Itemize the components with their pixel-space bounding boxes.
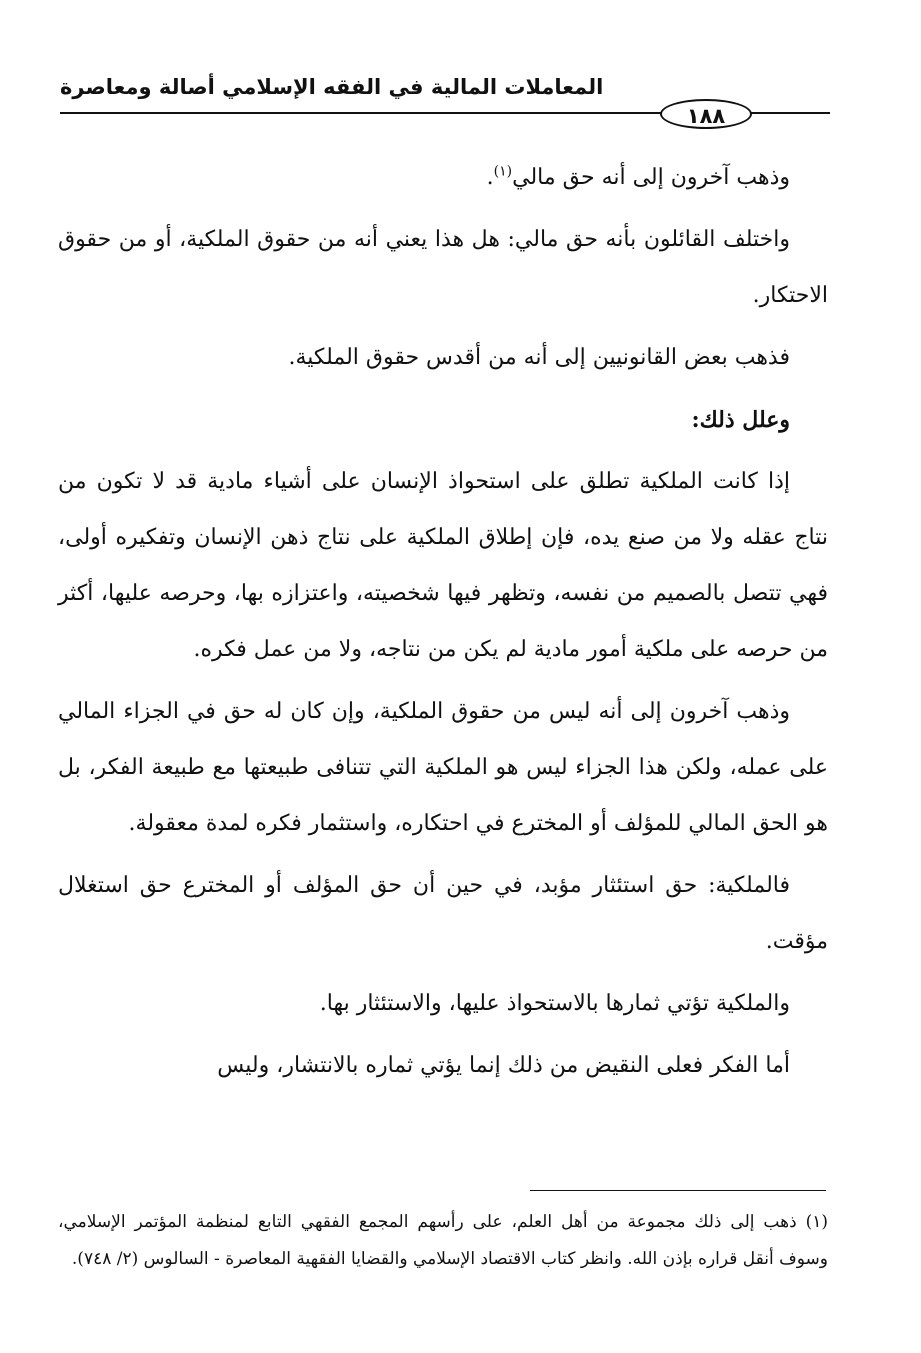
paragraph: واختلف القائلون بأنه حق مالي: هل هذا يعني أنه من حقوق الملكية، أو من حقوق الاحتكار. [58,227,828,308]
paragraph: والملكية تؤتي ثمارها بالاستحواذ عليها، والاستئثار بها. [319,991,790,1016]
paragraph: وذهب آخرون إلى أنه ليس من حقوق الملكية، وإن كان له حق في الجزاء المالي على عمله، ولكن هذا الجزاء ليس هو الملكية التي تتنافى طبيعتها مع طبيعة الفكر، بل هو الحق المالي للمؤلف أو المخترع في احتكاره، واستثمار فكره لمدة معقولة. [58,699,828,836]
paragraph: إذا كانت الملكية تطلق على استحواذ الإنسان على أشياء مادية قد لا تكون من نتاج عقله ولا من صنع يده، فإن إطلاق الملكية على نتاج ذهن الإنسان وتفكيره أولى، فهي تتصل بالصميم من نفسه، وتظهر فيها شخصيته، واعتزازه بها، وحرصه عليها، أكثر من حرصه على ملكية أمور مادية لم يكن من نتاجه، ولا من عمل فكره. [58,469,828,662]
body-text [58,150,828,1100]
paragraph: فذهب بعض القانونيين إلى أنه من أقدس حقوق الملكية. [288,345,790,370]
paragraph [58,150,828,206]
paragraph-text: وذهب آخرون إلى أنه حق مالي [512,165,790,190]
footnote-text: (١) ذهب إلى ذلك مجموعة من أهل العلم، على رأسهم المجمع الفقهي التابع لمنظمة المؤتمر الإسلامي، وسوف أنقل قراره بإذن الله. وانظر كتاب الاقتصاد الإسلامي والقضايا الفقهية المعاصرة - السالوس (٢/ ٧٤٨). [58,1212,828,1269]
footnote [58,1204,828,1278]
paragraph: فالملكية: حق استئثار مؤبد، في حين أن حق المؤلف أو المخترع حق استغلال مؤقت. [58,873,828,954]
footnote-rule [530,1190,826,1191]
running-head-title: المعاملات المالية في الفقه الإسلامي أصالة ومعاصرة [60,75,604,99]
paragraph-end: . [486,165,494,190]
page-number: ١٨٨ [660,99,752,129]
subheading: وعلل ذلك: [691,407,790,433]
footnote-marker: (١) [493,163,513,180]
paragraph: أما الفكر فعلى النقيض من ذلك إنما يؤتي ثماره بالانتشار، وليس [217,1053,790,1078]
